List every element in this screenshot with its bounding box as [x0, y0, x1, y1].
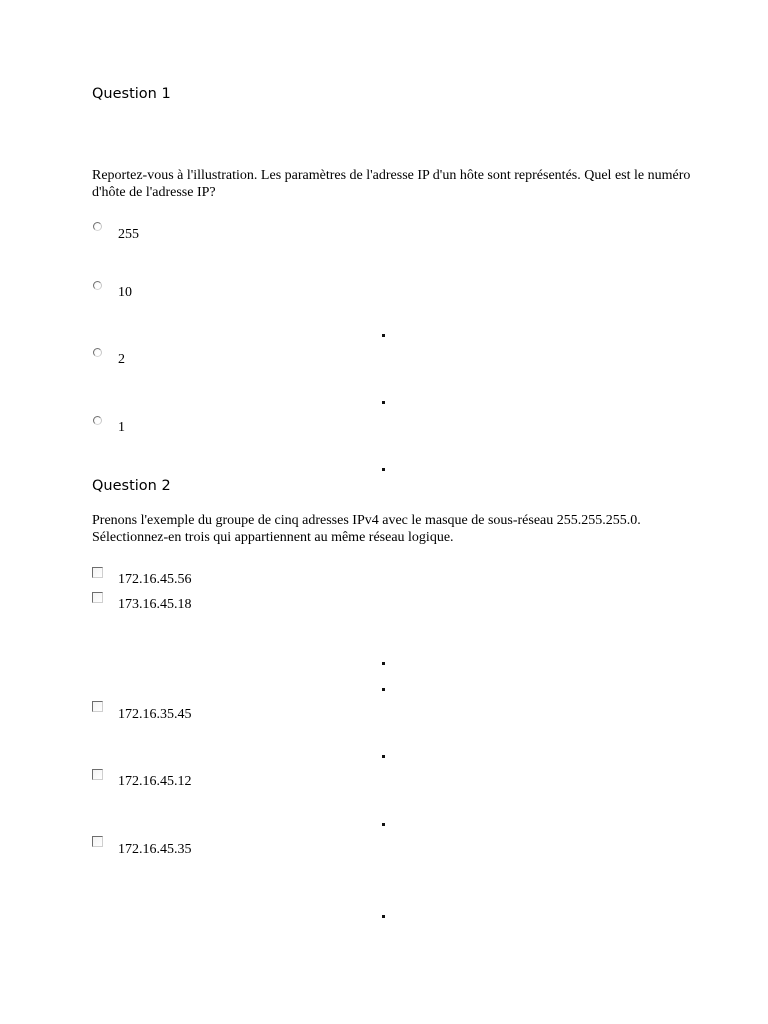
- question-2-title: Question 2: [92, 478, 171, 494]
- radio-button[interactable]: [93, 348, 102, 357]
- question-1-title: Question 1: [92, 86, 171, 102]
- checkbox[interactable]: [92, 567, 103, 578]
- question-2-option-label: 172.16.45.12: [118, 774, 192, 789]
- checkbox[interactable]: [92, 769, 103, 780]
- bullet-dot: [382, 662, 385, 665]
- bullet-dot: [382, 915, 385, 918]
- question-2-option-label: 172.16.45.35: [118, 842, 192, 857]
- radio-button[interactable]: [93, 416, 102, 425]
- question-1-option-label: 1: [118, 420, 125, 435]
- question-1-option-label: 2: [118, 352, 125, 367]
- bullet-dot: [382, 401, 385, 404]
- bullet-dot: [382, 468, 385, 471]
- bullet-dot: [382, 334, 385, 337]
- question-1-text: Reportez-vous à l'illustration. Les paramètres de l'adresse IP d'un hôte sont représentés. Quel est le numéro d'hôte de l'adresse IP?: [92, 168, 691, 200]
- question-1-option-label: 255: [118, 227, 139, 242]
- bullet-dot: [382, 823, 385, 826]
- question-2-option-label: 172.16.45.56: [118, 572, 192, 587]
- question-2-option-label: 172.16.35.45: [118, 707, 192, 722]
- checkbox[interactable]: [92, 592, 103, 603]
- radio-button[interactable]: [93, 281, 102, 290]
- checkbox[interactable]: [92, 836, 103, 847]
- question-2-option-label: 173.16.45.18: [118, 597, 192, 612]
- question-2-text: Prenons l'exemple du groupe de cinq adresses IPv4 avec le masque de sous-réseau 255.255.255.0. Sélectionnez-en trois qui appartiennent au même réseau logique.: [92, 513, 641, 545]
- question-1-option-label: 10: [118, 285, 132, 300]
- radio-button[interactable]: [93, 222, 102, 231]
- checkbox[interactable]: [92, 701, 103, 712]
- bullet-dot: [382, 755, 385, 758]
- bullet-dot: [382, 688, 385, 691]
